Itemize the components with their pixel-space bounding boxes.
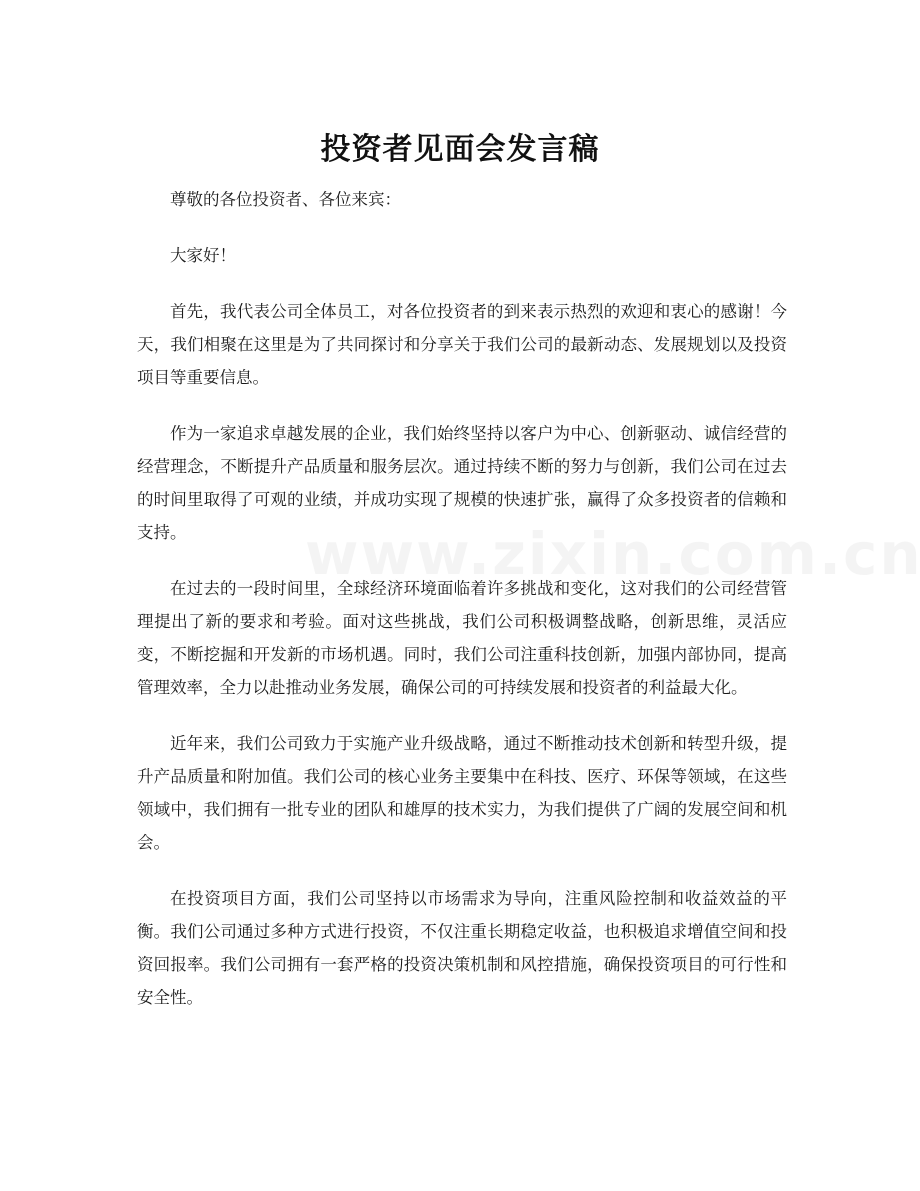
greeting-paragraph: 大家好！ — [170, 246, 236, 265]
body-paragraph: 作为一家追求卓越发展的企业，我们始终坚持以客户为中心、创新驱动、诚信经营的经营理念，不断提升产品质量和服务层次。通过持续不断的努力与创新，我们公司在过去的时间里取得了可观的业绩，并成功实现了规模的快速扩张，赢得了众多投资者的信赖和支持。 — [137, 424, 787, 542]
body-paragraph: 近年来，我们公司致力于实施产业升级战略，通过不断推动技术创新和转型升级，提升产品质量和附加值。我们公司的核心业务主要集中在科技、医疗、环保等领域，在这些领域中，我们拥有一批专业的团队和雄厚的技术实力，为我们提供了广阔的发展空间和机会。 — [137, 734, 787, 852]
document-title: 投资者见面会发言稿 — [320, 132, 600, 168]
body-paragraph: 首先，我代表公司全体员工，对各位投资者的到来表示热烈的欢迎和衷心的感谢！今天，我们相聚在这里是为了共同探讨和分享关于我们公司的最新动态、发展规划以及投资项目等重要信息。 — [137, 302, 787, 387]
body-paragraph: 在投资项目方面，我们公司坚持以市场需求为导向，注重风险控制和收益效益的平衡。我们公司通过多种方式进行投资，不仅注重长期稳定收益，也积极追求增值空间和投资回报率。我们公司拥有一套严格的投资决策机制和风控措施，确保投资项目的可行性和安全性。 — [137, 889, 787, 1007]
salutation-paragraph: 尊敬的各位投资者、各位来宾： — [170, 190, 401, 209]
body-paragraph: 在过去的一段时间里，全球经济环境面临着许多挑战和变化，这对我们的公司经营管理提出了新的要求和考验。面对这些挑战，我们公司积极调整战略，创新思维，灵活应变，不断挖掘和开发新的市场机遇。同时，我们公司注重科技创新，加强内部协同，提高管理效率，全力以赴推动业务发展，确保公司的可持续发展和投资者的利益最大化。 — [137, 579, 787, 697]
document-body — [137, 183, 787, 1037]
